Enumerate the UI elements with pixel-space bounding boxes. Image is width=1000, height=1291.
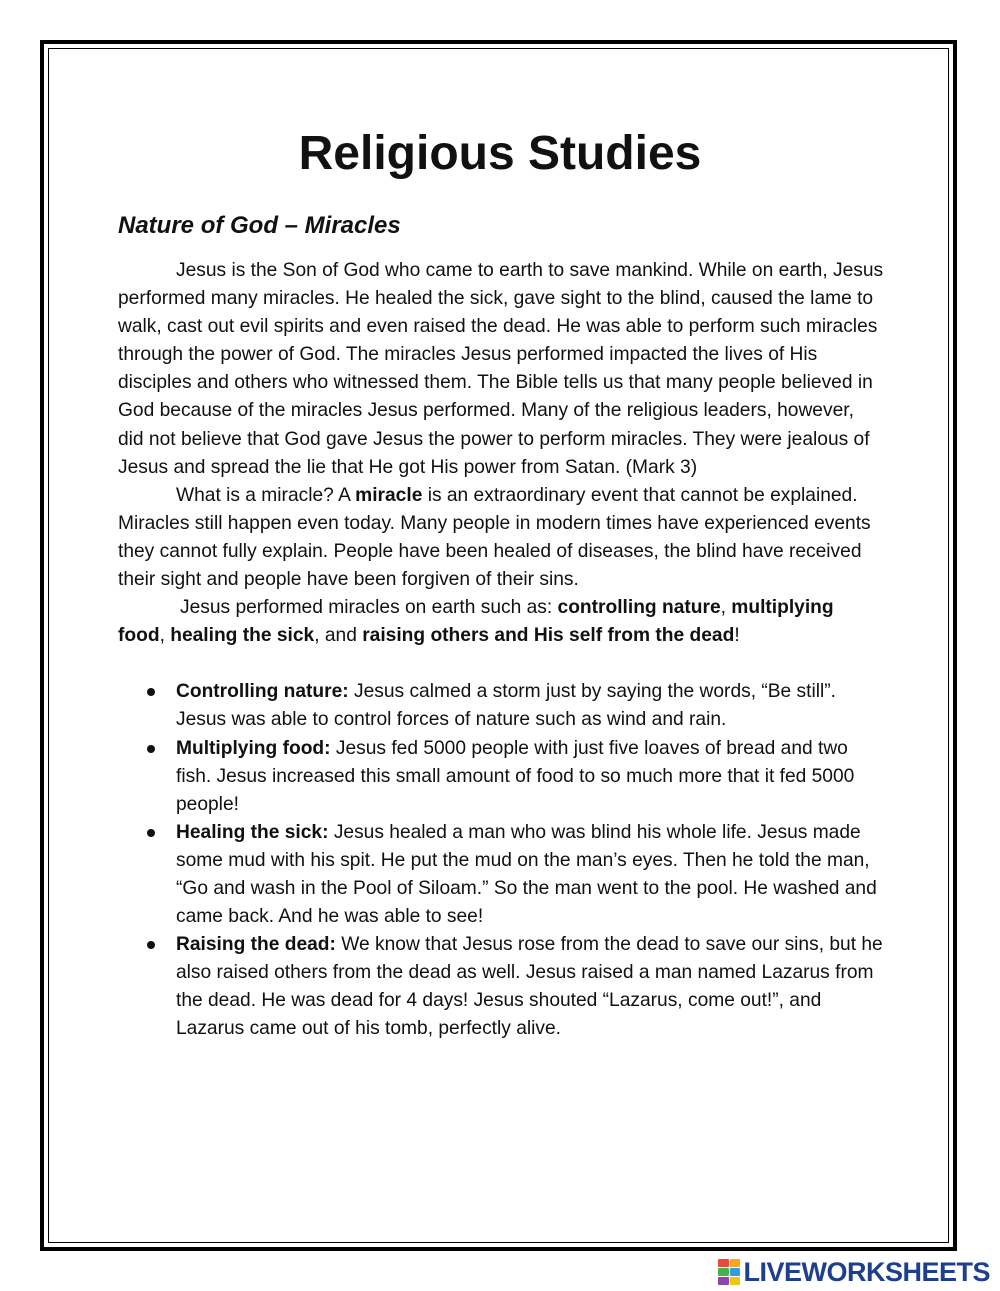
page-title: Religious Studies	[298, 127, 702, 180]
miracle-definition-paragraph	[118, 482, 884, 594]
types-intro: Jesus performed miracles on earth such as:	[180, 597, 558, 619]
miracle-types-paragraph	[118, 594, 884, 650]
logo-square	[718, 1277, 729, 1285]
separator: ,	[720, 597, 732, 619]
bullet-text: Jesus calmed a storm just by saying the words, “Be still”. Jesus was able to control forces of nature such as wind and rain.	[176, 681, 836, 731]
bullet-icon	[147, 829, 155, 837]
bullet-item-multiplying-food	[176, 735, 884, 819]
bullet-term: Multiplying food:	[176, 737, 331, 759]
separator: ,	[159, 625, 171, 647]
bullet-item-healing-sick	[176, 819, 884, 931]
liveworksheets-logo-icon	[718, 1259, 740, 1285]
type-multiplying-food: multiplying food	[118, 597, 834, 647]
logo-square	[718, 1259, 729, 1267]
bullet-text: We know that Jesus rose from the dead to save our sins, but he also raised others from the dead as well. Jesus raised a man named Lazarus from the dead. He was dead for 4 days! Jesus shouted “Lazarus, come out!”, and Lazarus came out of his tomb, perfectly alive.	[176, 934, 883, 1040]
spacer	[118, 650, 884, 678]
type-controlling-nature: controlling nature	[557, 597, 721, 619]
worksheet-body	[118, 257, 884, 1044]
type-raising-dead: raising others and His self from the dead	[362, 625, 735, 647]
liveworksheets-logo-text: LIVEWORKSHEETS	[743, 1257, 990, 1287]
logo-square	[730, 1277, 741, 1285]
exclamation: !	[734, 625, 740, 647]
bullet-icon	[147, 941, 155, 949]
bullet-item-raising-dead	[176, 931, 884, 1043]
bullet-term: Controlling nature:	[176, 681, 349, 703]
bullet-text: Jesus healed a man who was blind his whole life. Jesus made some mud with his spit. He put the mud on the man’s eyes. Then he told the man, “Go and wash in the Pool of Siloam.” So the man went to the pool. He washed and came back. And he was able to see!	[176, 821, 877, 928]
bullet-term: Raising the dead:	[176, 934, 336, 956]
definition-lead: What is a miracle? A	[176, 484, 356, 506]
bullet-item-controlling-nature	[176, 678, 884, 734]
liveworksheets-watermark[interactable]	[718, 1257, 990, 1287]
bullet-icon	[147, 745, 155, 753]
bullet-term: Healing the sick:	[176, 821, 329, 843]
miracle-bullet-list	[118, 678, 884, 1043]
separator: , and	[314, 625, 363, 647]
type-healing-sick: healing the sick	[170, 625, 315, 647]
definition-text: is an extraordinary event that cannot be explained. Miracles still happen even today. Many people in modern times have experienced events they cannot fully explain. People have been healed of diseases, the blind have received their sight and people have been forgiven of their sins.	[118, 484, 871, 591]
bullet-text: Jesus fed 5000 people with just five loaves of bread and two fish. Jesus increased this small amount of food to so much more that it fed 5000 people!	[176, 737, 855, 815]
logo-square	[718, 1268, 729, 1276]
intro-paragraph: Jesus is the Son of God who came to earth to save mankind. While on earth, Jesus performed many miracles. He healed the sick, gave sight to the blind, caused the lame to walk, cast out evil spirits and even raised the dead. He was able to perform such miracles through the power of God. The miracles Jesus performed impacted the lives of His disciples and others who witnessed them. The Bible tells us that many people believed in God because of the miracles Jesus performed. Many of the religious leaders, however, did not believe that God gave Jesus the power to perform miracles. They were jealous of Jesus and spread the lie that He got His power from Satan. (Mark 3)	[118, 260, 884, 478]
definition-term: miracle	[355, 484, 423, 506]
logo-square	[730, 1268, 741, 1276]
section-heading: Nature of God – Miracles	[118, 212, 401, 239]
bullet-icon	[147, 688, 155, 696]
logo-square	[730, 1259, 741, 1267]
